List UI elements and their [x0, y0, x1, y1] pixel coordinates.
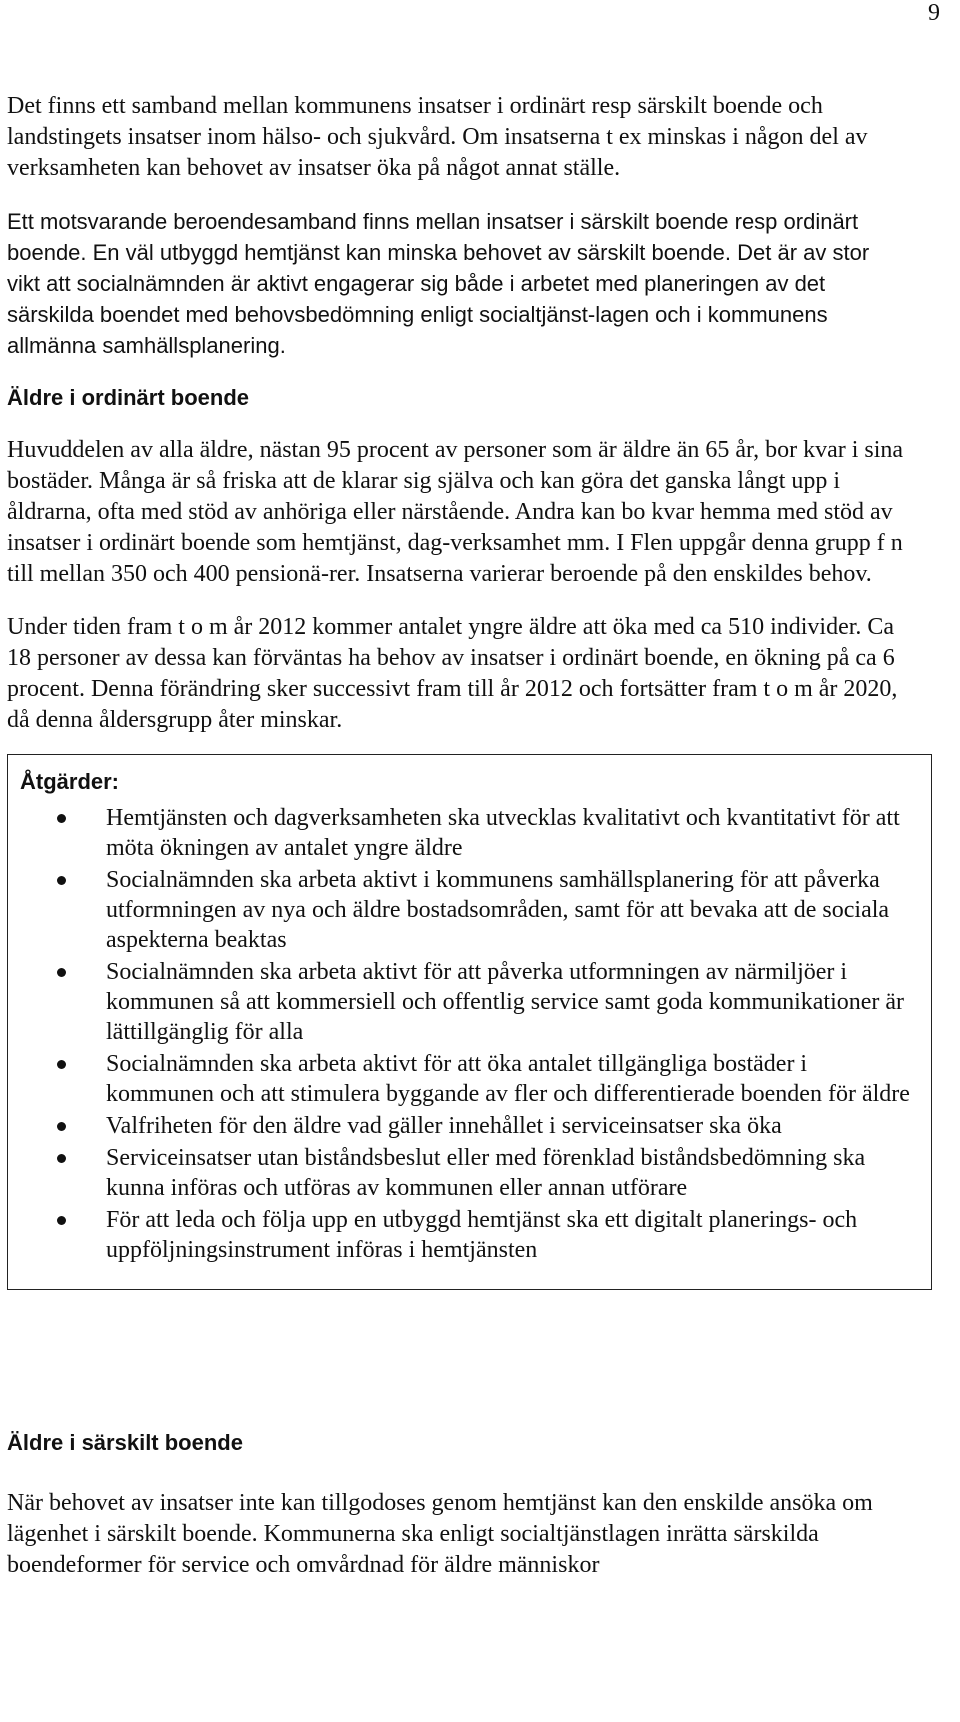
bullet-icon: [57, 1216, 66, 1225]
action-item: [20, 803, 919, 863]
page-number: 9: [928, 0, 940, 26]
actions-box: [7, 754, 932, 1290]
action-text: Socialnämnden ska arbeta aktivt i kommunens samhällsplanering för att påverka utformningen av nya och äldre bostadsområden, samt för att bevaka att de sociala aspekterna beaktas: [106, 867, 890, 953]
heading-ordinart-boende: Äldre i ordinärt boende: [7, 385, 250, 410]
document-body: [7, 91, 910, 1290]
action-text: Hemtjänsten och dagverksamheten ska utvecklas kvalitativt och kvantitativt för att möta ökningen av antalet yngre äldre: [106, 805, 900, 861]
action-item: [20, 1143, 919, 1203]
bullet-icon: [57, 968, 66, 977]
ordinart-paragraph-1: Huvuddelen av alla äldre, nästan 95 procent av personer som är äldre än 65 år, bor kvar i sina bostäder. Många är så friska att de klarar sig själva och kan göra det ganska långt upp i åldrarna, ofta med stöd av anhöriga eller närstående. Andra kan bo kvar hemma med stöd av insatser i ordinärt boende som hemtjänst, dag-verksamhet mm. I Flen uppgår denna grupp f n till mellan 350 och 400 pensionä-rer. Insatserna varierar beroende på den enskildes behov.: [7, 437, 904, 587]
action-item: [20, 957, 919, 1047]
heading-sarskilt-boende: Äldre i särskilt boende: [7, 1430, 243, 1455]
action-text: Serviceinsatser utan biståndsbeslut eller med förenklad biståndsbedömning ska kunna införas och utföras av kommunen eller annan utförare: [106, 1145, 866, 1201]
dependency-paragraph: Ett motsvarande beroendesamband finns mellan insatser i särskilt boende resp ordinärt boende. En väl utbyggd hemtjänst kan minska behovet av särskilt boende. Det är av stor vikt att socialnämnden är aktivt engagerar sig både i arbetet med planeringen av det särskilda boendet med behovsbedömning enligt socialtjänst-lagen och i kommunens allmänna samhällsplanering.: [7, 209, 870, 358]
sarskilt-boende-section: [7, 1428, 907, 1581]
action-item: [20, 1205, 919, 1265]
action-text: Socialnämnden ska arbeta aktivt för att öka antalet tillgängliga bostäder i kommunen och att stimulera byggande av fler och differentierade boenden för äldre: [106, 1051, 910, 1107]
action-text: För att leda och följa upp en utbyggd hemtjänst ska ett digitalt planerings- och uppföljningsinstrument införas i hemtjänsten: [106, 1207, 858, 1263]
action-text: Socialnämnden ska arbeta aktivt för att påverka utformningen av närmiljöer i kommunen så att kommersiell och offentlig service samt goda kommunikationer är lättillgänglig för alla: [106, 959, 905, 1045]
sarskilt-paragraph-1: När behovet av insatser inte kan tillgodoses genom hemtjänst kan den enskilde ansöka om lägenhet i särskilt boende. Kommunerna ska enligt socialtjänstlagen inrätta särskilda boendeformer för service och omvårdnad för äldre människor: [7, 1490, 873, 1578]
actions-title: Åtgärder:: [20, 769, 120, 794]
action-item: [20, 1111, 919, 1141]
bullet-icon: [57, 1122, 66, 1131]
action-item: [20, 1049, 919, 1109]
intro-paragraph: Det finns ett samband mellan kommunens insatser i ordinärt resp särskilt boende och landstingets insatser inom hälso- och sjukvård. Om insatserna t ex minskas i någon del av verksamheten kan behovet av insatser öka på något annat ställe.: [7, 93, 868, 181]
action-item: [20, 865, 919, 955]
ordinart-paragraph-2: Under tiden fram t o m år 2012 kommer antalet yngre äldre att öka med ca 510 individer. Ca 18 personer av dessa kan förväntas ha behov av insatser i ordinärt boende, en ökning på ca 6 procent. Denna förändring sker successivt fram till år 2012 och fortsätter fram t o m år 2020, då denna åldersgrupp åter minskar.: [7, 614, 898, 733]
bullet-icon: [57, 1060, 66, 1069]
action-text: Valfriheten för den äldre vad gäller innehållet i serviceinsatser ska öka: [106, 1113, 782, 1139]
bullet-icon: [57, 1154, 66, 1163]
bullet-icon: [57, 814, 66, 823]
bullet-icon: [57, 876, 66, 885]
actions-list: [20, 803, 919, 1265]
